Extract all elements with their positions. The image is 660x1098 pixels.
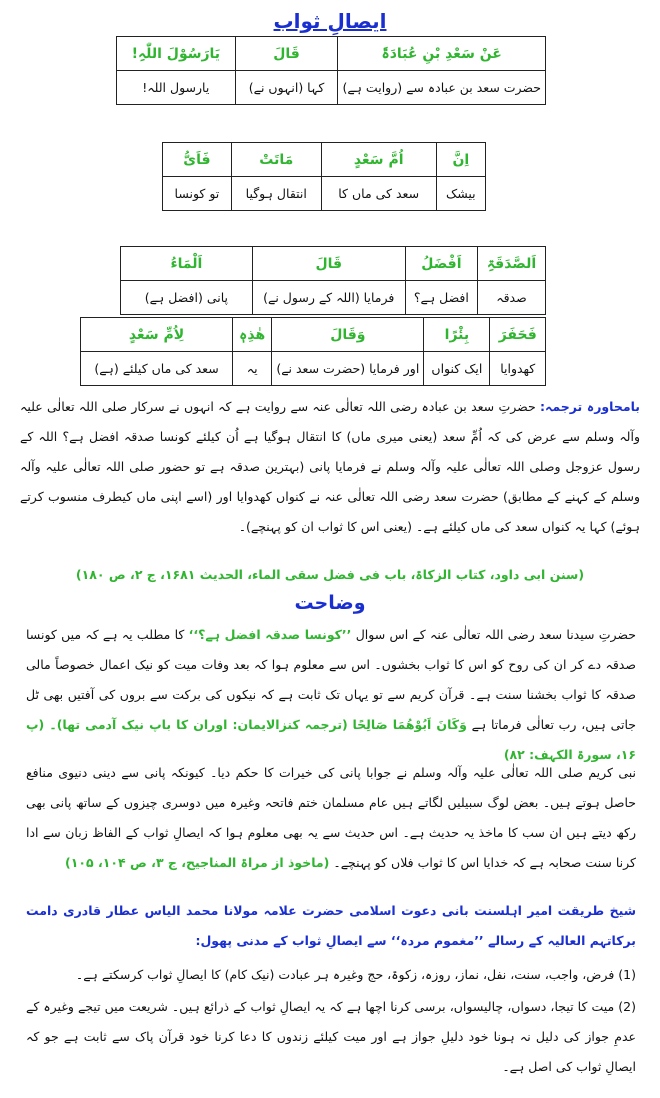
table-cell: انتقال ہوگیا — [231, 177, 321, 211]
table-cell: یارسول اللہ! — [117, 71, 236, 105]
explanation-body-2: نبی کریم صلی اللہ تعالٰی علیہ وآلہ وسلم نے جوابا پانی کی خیرات کا حکم دیا۔ کیونکہ پانی سے دینی دنیوی منافع حاصل ہوتے ہیں۔ بعض لوگ سبیلیں لگاتے ہیں عام مسلمان ختم فاتحہ وغیرہ میں دوسری چیزوں کے ساتھ پانی بھی رکھ دیتے ہیں ان سب کا ماخذ یہ حدیث ہے۔ اس حدیث سے یہ بھی معلوم ہوا کہ ایصالِ ثواب کے الفاظ زبان سے ادا کرنا سنت صحابہ ہے کہ خدایا اس کا ثواب فلاں کو پہنچے۔ — [26, 765, 636, 870]
explanation-paragraph-2 — [26, 758, 636, 878]
table-cell: یہ — [233, 352, 272, 386]
table-cell: فرمایا (اللہ کے رسول نے) — [252, 281, 405, 315]
explanation-body: کا مطلب یہ ہے کہ میں کونسا صدقہ دے کر ان کی روح کو اس کا ثواب بخشوں۔ اس سے معلوم ہوا کہ بعد وفات میت کو نیک اعمال خصوصاً مالی صدقہ کا ثواب بخشنا سنت ہے۔ قرآن کریم سے تو یہاں تک ثابت ہے کہ نیکوں کی برکت سے بروں کی آفتیں بھی ٹل جاتی ہیں، رب تعالٰی فرماتا ہے — [26, 627, 637, 732]
explanation-lead: حضرتِ سیدنا سعد رضی اللہ تعالٰی عنہ کے اس سوال — [355, 627, 636, 642]
table-cell: تو کونسا — [163, 177, 232, 211]
word-table-4 — [80, 317, 546, 386]
table-cell: لِاُمِّ سَعْدٍ — [81, 318, 233, 352]
table-cell: یَارَسُوْلَ اللّٰہِ! — [117, 37, 236, 71]
table-cell: صدقہ — [478, 281, 546, 315]
word-table-3 — [120, 246, 546, 315]
table-cell: سعد کی ماں کیلئے (ہے) — [81, 352, 233, 386]
explanation-heading: وضاحت — [294, 592, 366, 614]
table-cell: کہا (انہوں نے) — [235, 71, 338, 105]
table-cell: عَنْ سَعْدِ بْنِ عُبَادَۃَ — [338, 37, 546, 71]
table-cell: سعد کی ماں کا — [321, 177, 436, 211]
list-item-1: (1) فرض، واجب، سنت، نفل، نماز، روزہ، زکوۃ، حج وغیرہ ہر عبادت (نیک کام) کا ایصالِ ثواب کرسکتے ہے۔ — [75, 967, 636, 982]
quran-ayah: وَكَانَ اَبُوْهُمَا صَالِحًا — [352, 717, 467, 732]
table-cell: بیشک — [436, 177, 485, 211]
table-row-urdu — [163, 177, 486, 211]
table-cell: بِئْرًا — [424, 318, 490, 352]
table-cell: فَاَیُّ — [163, 143, 232, 177]
table-row-arabic — [81, 318, 546, 352]
table-row-arabic — [117, 37, 546, 71]
translation-paragraph — [20, 392, 640, 542]
table-row-arabic — [163, 143, 486, 177]
table-cell: اِنَّ — [436, 143, 485, 177]
table-cell: پانی (افضل ہے) — [121, 281, 253, 315]
table-cell: اَلْمَاءُ — [121, 247, 253, 281]
hadith-reference: (سنن ابی داود، کتاب الزکاۃ، باب فی فضل سقی الماء، الحدیث ۱۶۸۱، ج ۲، ص ۱۸۰) — [75, 567, 585, 582]
question-quote: ’’کونسا صدقہ افضل ہے؟‘‘ — [188, 627, 352, 642]
table-row-arabic — [121, 247, 546, 281]
table-cell: اَلصَّدَقَۃِ — [478, 247, 546, 281]
list-item-2: (2) میت کا تیجا، دسواں، چالیسواں، برسی کرنا اچھا ہے کہ یہ ایصالِ ثواب کے ذرائع ہیں۔ شریعت میں تیجے وغیرہ کے عدمِ جواز کی دلیل نہ ہونا خود دلیلِ جواز ہے اور میت کیلئے زندوں کا دعا کرنا خود قرآن پاک سے ثابت ہے جو کہ ایصالِ ثواب کی اصل ہے۔ — [26, 999, 636, 1074]
table-cell: قَالَ — [235, 37, 338, 71]
table-row-urdu — [117, 71, 546, 105]
translation-text: حضرتِ سعد بن عبادہ رضی اللہ تعالٰی عنہ سے روایت ہے کہ انہوں نے سرکار صلی اللہ تعالٰی علیہ وآلہ وسلم سے عرض کی کہ اُمِّ سعد (یعنی میری ماں) کا انتقال ہوگیا ہے اُن کیلئے کونسا صدقہ افضل ہے؟ اللہ کے رسول عزوجل وصلی اللہ تعالٰی علیہ وآلہ وسلم نے فرمایا پانی (بہترین صدقہ ہے تو حضور صلی اللہ تعالٰی علیہ وآلہ وسلم کے کہنے کے مطابق) حضرت سعد رضی اللہ تعالٰی عنہ نے کنواں کھدوایا اور (اسے اپنی ماں کیطرف منسوب کرتے ہوئے) کہا یہ کنواں سعد کی ماں کیلئے ہے۔ (یعنی اس کا ثواب ان کو پہنچے)۔ — [20, 399, 640, 534]
table-cell: حضرت سعد بن عبادہ سے (روایت ہے) — [338, 71, 546, 105]
table-cell: ایک کنواں — [424, 352, 490, 386]
table-cell: اُمَّ سَعْدٍ — [321, 143, 436, 177]
table-cell: قَالَ — [252, 247, 405, 281]
explanation-paragraph-1 — [26, 620, 636, 770]
page-title: ایصالِ ثواب — [273, 9, 387, 33]
table-cell: فَحَفَرَ — [490, 318, 546, 352]
table-cell: اَفْضَلُ — [405, 247, 477, 281]
table-cell: افضل ہے؟ — [405, 281, 477, 315]
translation-label: بامحاورہ ترجمہ: — [540, 399, 640, 414]
table-cell: کھدوایا — [490, 352, 546, 386]
table-cell: اور فرمایا (حضرت سعد نے) — [272, 352, 424, 386]
pamphlet-intro: شیخ طریقت امیر اہلسنت بانی دعوت اسلامی حضرت علامہ مولانا محمد الیاس عطار قادری دامت برکاتہم العالیہ کے رسالے ’’مغموم مردہ‘‘ سے ایصالِ ثواب کے مدنی پھول: — [26, 903, 636, 948]
word-table-2 — [162, 142, 486, 211]
mirat-reference: (ماخوذ از مراۃ المناجیح، ج ۳، ص ۱۰۴، ۱۰۵) — [65, 855, 330, 870]
table-cell: مَاتَتْ — [231, 143, 321, 177]
table-row-urdu — [121, 281, 546, 315]
table-cell: وَقَالَ — [272, 318, 424, 352]
word-table-1 — [116, 36, 546, 105]
table-row-urdu — [81, 352, 546, 386]
ayah-translation: (ترجمہ کنزالایمان: اوران کا باپ نیک آدمی تھا)۔ (پ ۱۶، سورۃ الکہف: ۸۲) — [26, 717, 636, 762]
table-cell: ھٰذِہٖ — [233, 318, 272, 352]
